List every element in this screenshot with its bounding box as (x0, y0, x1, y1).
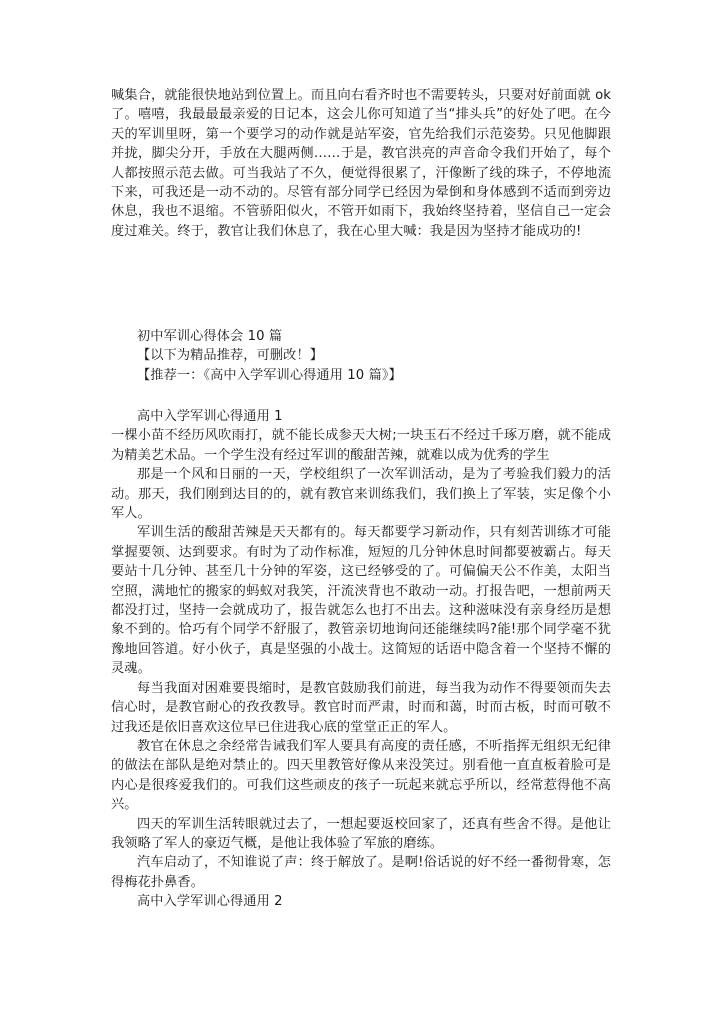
article-paragraph: 每当我面对困难要畏缩时，是教官鼓励我们前进，每当我为动作不得要领而失去信心时，是教官耐心的孜孜教导。教官时而严肃，时而和蔼，时而古板，时而可敬不过我还是依旧喜欢这位早已住进我心底的堂堂正正的军人。 (111, 680, 611, 735)
collection-title: 初中军训心得体会 10 篇 (137, 329, 283, 344)
recommendation-line: 【推荐一：《高中入学军训心得通用 10 篇》】 (137, 367, 402, 383)
article-paragraph: 汽车启动了，不知谁说了声：终于解放了。是啊!俗话说的好不经一番彻骨寒，怎得梅花扑鼻香。 (111, 855, 611, 890)
article-paragraph: 一棵小苗不经历风吹雨打，就不能长成参天大树;一块玉石不经过千琢万磨，就不能成为精美艺术品。一个学生没有经过军训的酸甜苦辣，就难以成为优秀的学生 (111, 428, 611, 463)
article-paragraph: 教官在休息之余经常告诫我们军人要具有高度的责任感，不听指挥无组织无纪律的做法在部队是绝对禁止的。四天里教管好像从来没笑过。别看他一直直板着脸可是内心是很疼爱我们的。可我们这些顽皮的孩子一玩起来就忘乎所以，经常惹得他不高兴。 (111, 738, 611, 813)
article-heading-1: 高中入学军训心得通用 1 (137, 409, 283, 424)
intro-paragraph: 喊集合，就能很快地站到位置上。而且向右看齐时也不需要转头，只要对好前面就 ok 了。嘻嘻，我最最最亲爱的日记本，这会儿你可知道了当“排头兵”的好处了吧。在今天的军训里呀，第一个要学习的动作就是站军姿，官先给我们示范姿势。只见他脚跟并拢，脚尖分开，手放在大腿两侧……于是，教官洪亮的声音命令我们开始了，每个人都按照示范去做。可当我站了不久，便觉得很累了，汗像断了线的珠子，不停地流下来，可我还是一动不动的。尽管有部分同学已经因为晕倒和身体感到不适而到旁边休息，我也不退缩。不管骄阳似火，不管开如雨下，我始终坚持着，坚信自己一定会度过难关。终于，教官让我们休息了，我在心里大喊：我是因为坚持才能成功的! (111, 88, 611, 239)
article-section (111, 407, 611, 912)
article-heading-2: 高中入学军训心得通用 2 (137, 894, 283, 910)
intro-section (111, 86, 611, 241)
article-paragraph: 军训生活的酸甜苦辣是天天都有的。每天都要学习新动作，只有刻苦训练才可能掌握要领、达到要求。有时为了动作标准，短短的几分钟休息时间都要被霸占。每天要站十几分钟、甚至几十分钟的军姿，这已经够受的了。可偏偏天公不作美，太阳当空照，满地忙的搬家的蚂蚁对我笑，汗流浃背也不敢动一动。打报告吧，一想前两天都没打过，坚持一会就成功了，报告就怎么也打不出去。这种滋味没有亲身经历是想象不到的。恰巧有个同学不舒服了，教管亲切地询问还能继续吗?能!那个同学毫不犹豫地回答道。好小伙子，真是坚强的小战士。这简短的话语中隐含着一个坚持不懈的灵魂。 (111, 525, 611, 677)
collection-header (111, 327, 611, 385)
article-paragraph: 那是一个风和日丽的一天，学校组织了一次军训活动，是为了考验我们毅力的活动。那天，我们刚到达目的的，就有教官来训练我们，我们换上了军装，实足像个小军人。 (111, 467, 611, 522)
article-paragraph: 四天的军训生活转眼就过去了，一想起要返校回家了，还真有些舍不得。是他让我领略了军人的豪迈气概，是他让我体验了军旅的磨练。 (111, 816, 611, 851)
editable-note: 【以下为精品推荐，可删改！】 (137, 348, 324, 364)
